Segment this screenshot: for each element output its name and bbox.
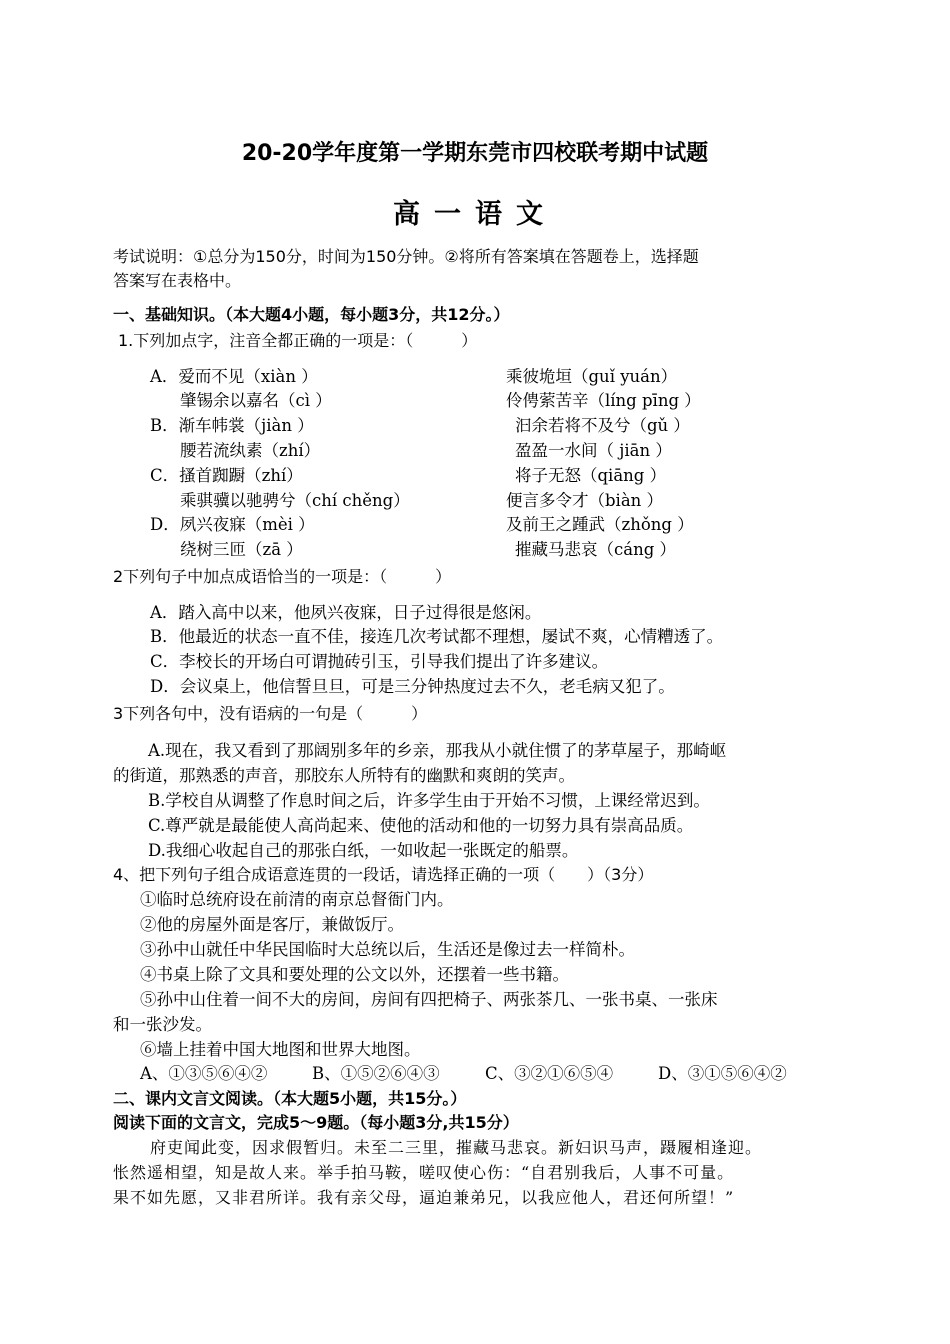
q4-sentence-1: ①临时总统府设在前清的南京总督衙门内。 — [140, 890, 454, 909]
q2-option-a: A．踏入高中以来，他夙兴夜寐，日子过得很是悠闲。 — [150, 603, 542, 622]
q1-option-d-right-2: 摧藏马悲哀（cáng ） — [515, 540, 677, 559]
q1-option-d-left-2: 绕树三匝（zā ） — [180, 540, 303, 559]
q3-option-d: D.我细心收起自己的那张白纸，一如收起一张既定的船票。 — [148, 841, 579, 860]
q4-choice-d: D、③①⑤⑥④② — [658, 1064, 787, 1083]
q2-stem: 2下列句子中加点成语恰当的一项是：（ ） — [113, 567, 452, 586]
q1-option-c-left: C．搔首踟蹰（zhí） — [150, 466, 303, 485]
q1-option-b-right: 汩余若将不及兮（gǔ ） — [515, 416, 690, 435]
q2-option-b: B．他最近的状态一直不佳，接连几次考试都不理想，屡试不爽，心情糟透了。 — [150, 627, 724, 646]
q3-option-a-cont: 的街道，那熟悉的声音，那胶东人所特有的幽默和爽朗的笑声。 — [113, 766, 575, 785]
q1-option-b-left-2: 腰若流纨素（zhí） — [180, 441, 321, 460]
q3-option-a: A.现在，我又看到了那阔别多年的乡亲，那我从小就住惯了的茅草屋子，那崎岖 — [148, 741, 727, 760]
q2-option-c: C．李校长的开场白可谓抛砖引玉，引导我们提出了许多建议。 — [150, 652, 609, 671]
q3-option-b: B.学校自从调整了作息时间之后，许多学生由于开始不习惯，上课经常迟到。 — [148, 791, 710, 810]
passage-line-2: 怅然遥相望，知是故人来。举手拍马鞍，嗟叹使心伤：“自君别我后，人事不可量。 — [113, 1163, 735, 1182]
instructions-line-1: 考试说明：①总分为150分，时间为150分钟。②将所有答案填在答题卷上，选择题 — [113, 247, 699, 266]
q1-option-a-right: 乘彼垝垣（guǐ yuán） — [506, 367, 678, 386]
q1-option-b-right-2: 盈盈一水间（ jiān ） — [515, 441, 672, 460]
q4-sentence-6: ⑥墙上挂着中国大地图和世界大地图。 — [140, 1040, 421, 1059]
subject-title: 高一语文 — [393, 199, 557, 230]
q1-option-c-left-2: 乘骐骥以驰骋兮（chí chěng） — [180, 491, 410, 510]
q4-stem: 4、把下列句子组合成语意连贯的一段话，请选择正确的一项（ ）（3分） — [113, 865, 654, 884]
q4-sentence-5-cont: 和一张沙发。 — [113, 1015, 212, 1034]
q4-sentence-5: ⑤孙中山住着一间不大的房间，房间有四把椅子、两张茶几、一张书桌、一张床 — [140, 990, 718, 1009]
q2-option-d: D．会议桌上，他信誓旦旦，可是三分钟热度过去不久，老毛病又犯了。 — [150, 677, 675, 696]
exam-title: 20-20学年度第一学期东莞市四校联考期中试题 — [241, 141, 709, 166]
passage-line-1: 府吏闻此变，因求假暂归。未至二三里，摧藏马悲哀。新妇识马声，蹑履相逢迎。 — [150, 1138, 763, 1157]
q1-stem: 1.下列加点字，注音全都正确的一项是：（ ） — [118, 331, 478, 350]
q1-option-b-left: B．渐车帏裳（jiàn ） — [150, 416, 314, 435]
q4-choice-c: C、③②①⑥⑤④ — [485, 1064, 614, 1083]
section-2-subheading: 阅读下面的文言文，完成5～9题。（每小题3分,共15分） — [113, 1113, 519, 1132]
q1-option-c-right-2: 便言多令才（biàn ） — [506, 491, 664, 510]
q1-option-c-right: 将子无怒（qiāng ） — [515, 466, 667, 485]
q3-stem: 3下列各句中，没有语病的一句是（ ） — [113, 704, 428, 723]
q3-option-c: C.尊严就是最能使人高尚起来、使他的活动和他的一切努力具有崇高品质。 — [148, 816, 694, 835]
section-1-heading: 一、基础知识。（本大题4小题，每小题3分，共12分。） — [113, 305, 510, 324]
q1-option-d-right: 及前王之踵武（zhǒng ） — [506, 515, 694, 534]
q1-option-a-left-2: 肇锡余以嘉名（cì ） — [180, 391, 332, 410]
q1-option-a-left: A．爱而不见（xiàn ） — [150, 367, 318, 386]
q4-sentence-4: ④书桌上除了文具和要处理的公文以外，还摆着一些书籍。 — [140, 965, 569, 984]
passage-line-3: 果不如先愿，又非君所详。我有亲父母，逼迫兼弟兄，以我应他人，君还何所望！” — [113, 1188, 735, 1207]
instructions-line-2: 答案写在表格中。 — [113, 271, 242, 290]
q4-sentence-3: ③孙中山就任中华民国临时大总统以后，生活还是像过去一样简朴。 — [140, 940, 635, 959]
q4-choice-b: B、①⑤②⑥④③ — [312, 1064, 440, 1083]
q4-choice-a: A、①③⑤⑥④② — [140, 1064, 268, 1083]
q1-option-a-right-2: 伶俜萦苦辛（líng pīng ） — [506, 391, 701, 410]
q4-sentence-2: ②他的房屋外面是客厅，兼做饭厅。 — [140, 915, 404, 934]
section-2-heading: 二、课内文言文阅读。（本大题5小题，共15分。） — [113, 1089, 467, 1108]
q1-option-d-left: D．夙兴夜寐（mèi ） — [150, 515, 315, 534]
